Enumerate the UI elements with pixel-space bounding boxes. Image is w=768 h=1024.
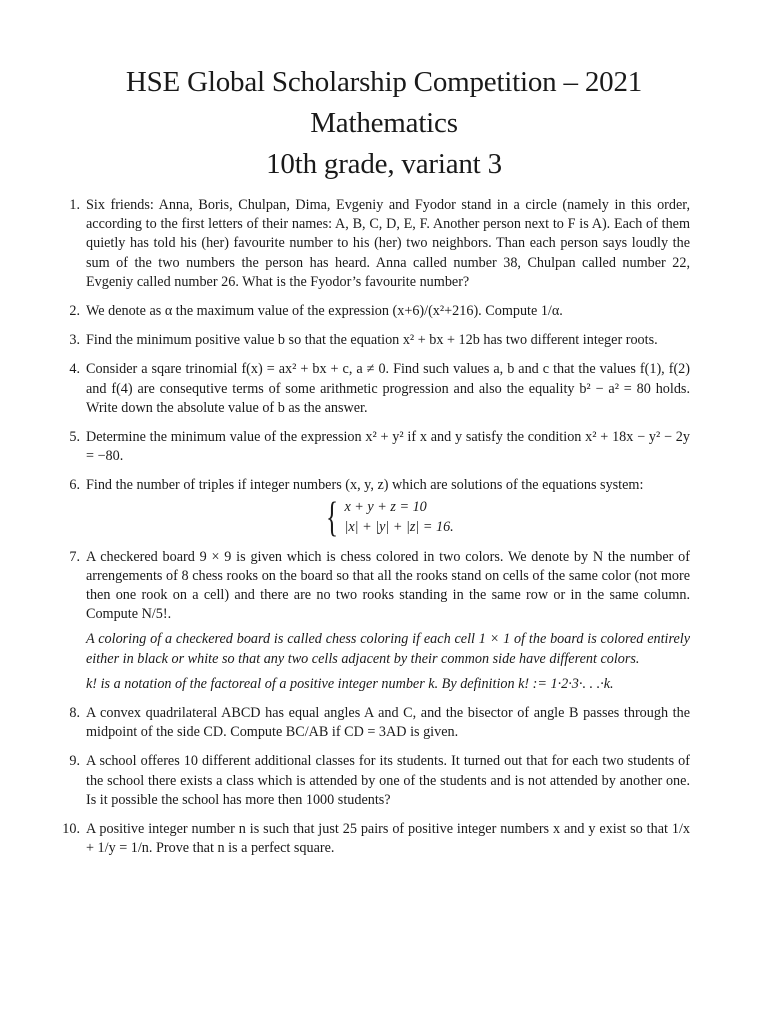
problem-text: We denote as α the maximum value of the expression (x+6)/(x²+216). Compute 1/α. xyxy=(86,303,563,320)
problem-item xyxy=(58,302,690,321)
problem-number: 10. xyxy=(62,821,80,838)
problem-number: 6. xyxy=(69,477,80,494)
equation-1: x + y + z = 10 xyxy=(344,499,427,516)
problem-number: 8. xyxy=(69,705,80,722)
equation-2: |x| + |y| + |z| = 16. xyxy=(344,518,454,535)
problem-text: A school offeres 10 different additional classes for its students. It turned out that for each two students of the school there exists a class which is attended by one of the students and is not attended by another one. Is it possible the school has more then 1000 students? xyxy=(86,753,690,808)
problem-number: 5. xyxy=(69,429,80,446)
problem-number: 3. xyxy=(69,332,80,349)
factorial-note: k! is a notation of the factoreal of a positive integer number k. By definition k! := 1·2·3·. . .·k. xyxy=(86,675,614,692)
problem-item xyxy=(58,360,690,418)
problem-item xyxy=(58,548,690,694)
problem-text: A positive integer number n is such that just 25 pairs of positive integer numbers x and y exist so that 1/x + 1/y = 1/n. Prove that n is a perfect square. xyxy=(86,821,690,857)
problem-item xyxy=(58,752,690,810)
problem-item xyxy=(58,331,690,350)
problem-text: Six friends: Anna, Boris, Chulpan, Dima, Evgeniy and Fyodor stand in a circle (namely in this order, according to the first letters of their names: A, B, C, D, E, F. Another person next to F is A). Each of them quietly has told his (her) favourite number to his (her) two neighbors. Than each person says loudly the sum of the two numbers the person has heard. Anna called number 38, Chulpan called number 22, Evgeniy called number 26. What is the Fyodor’s favourite number? xyxy=(86,197,690,290)
problem-list xyxy=(58,196,690,858)
problem-number: 1. xyxy=(69,197,80,213)
grade-variant-title: 10th grade, variant 3 xyxy=(266,148,502,180)
problem-item xyxy=(58,476,690,541)
problem-text: Find the number of triples if integer numbers (x, y, z) which are solutions of the equations system: xyxy=(86,477,644,494)
curly-brace: { xyxy=(326,494,339,541)
problem-text: A checkered board 9 × 9 is given which is chess colored in two colors. We denote by N the number of arrengements of 8 chess rooks on the board so that all the rooks stand on cells of the same color (not more then one rook on a cell) and there are no two rooks standing in the same row or in the same column. Compute N/5!. xyxy=(86,548,690,623)
equation-system xyxy=(86,494,690,541)
problem-number: 4. xyxy=(69,361,80,378)
problem-text: A convex quadrilateral ABCD has equal angles A and C, and the bisector of angle B passes through the midpoint of the side CD. Compute BC/AB if CD = 3AD is given. xyxy=(86,705,690,741)
document-header xyxy=(0,62,768,185)
problem-item xyxy=(58,196,690,292)
problem-item xyxy=(58,820,690,858)
problem-text: Consider a sqare trinomial f(x) = ax² + bx + c, a ≠ 0. Find such values a, b and c that the values f(1), f(2) and f(4) are consequtive terms of some arithmetic progression and also the equality b² − a² = 80 holds. Write down the absolute value of b as the answer. xyxy=(86,361,690,416)
problem-text: Determine the minimum value of the expression x² + y² if x and y satisfy the condition x² + 18x − y² − 2y = −80. xyxy=(86,429,690,465)
problem-number: 7. xyxy=(69,548,80,565)
problem-item xyxy=(58,428,690,466)
problem-text: Find the minimum positive value b so that the equation x² + bx + 12b has two different integer roots. xyxy=(86,332,658,349)
chess-coloring-note: A coloring of a checkered board is called chess coloring if each cell 1 × 1 of the board is colored entirely either in black or white so that any two cells adjacent by their common side have different colors. xyxy=(86,631,690,667)
problem-item xyxy=(58,704,690,742)
competition-title: HSE Global Scholarship Competition – 2021 xyxy=(125,66,643,98)
subject-title: Mathematics xyxy=(310,107,458,139)
problem-number: 9. xyxy=(69,753,80,770)
problem-number: 2. xyxy=(69,303,80,320)
